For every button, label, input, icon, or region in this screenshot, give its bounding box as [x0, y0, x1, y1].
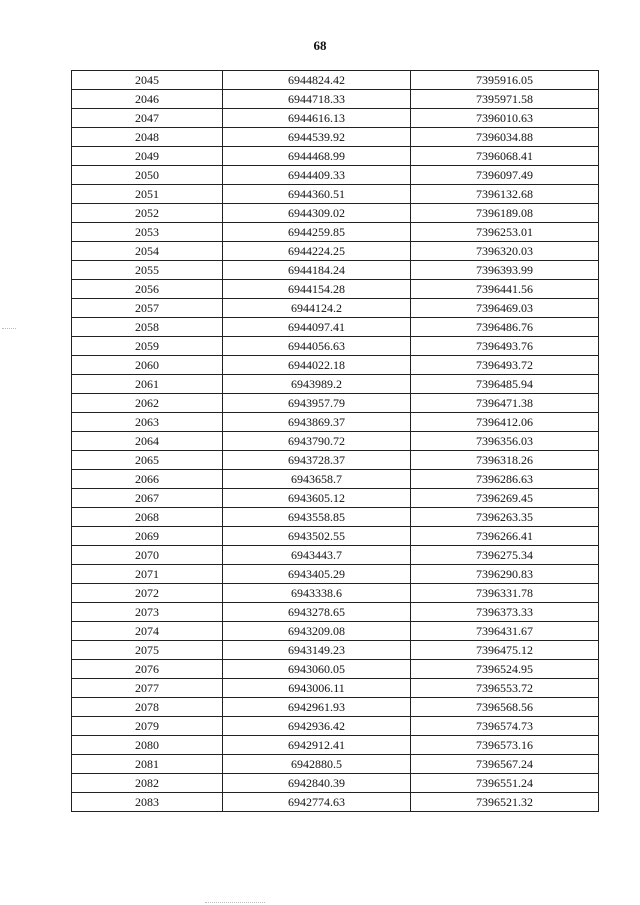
y-coordinate-cell: 7396475.12 — [411, 641, 599, 660]
point-number-cell: 2047 — [72, 109, 223, 128]
table-row — [72, 603, 599, 622]
point-number-cell: 2045 — [72, 71, 223, 90]
x-coordinate-cell: 6943558.85 — [223, 508, 411, 527]
point-number-cell: 2063 — [72, 413, 223, 432]
table-row — [72, 451, 599, 470]
point-number-cell: 2066 — [72, 470, 223, 489]
y-coordinate-cell: 7396275.34 — [411, 546, 599, 565]
table-row — [72, 71, 599, 90]
y-coordinate-cell: 7396269.45 — [411, 489, 599, 508]
table-row — [72, 90, 599, 109]
y-coordinate-cell: 7396097.49 — [411, 166, 599, 185]
x-coordinate-cell: 6944718.33 — [223, 90, 411, 109]
point-number-cell: 2069 — [72, 527, 223, 546]
point-number-cell: 2058 — [72, 318, 223, 337]
y-coordinate-cell: 7396290.83 — [411, 565, 599, 584]
point-number-cell: 2083 — [72, 793, 223, 812]
x-coordinate-cell: 6944360.51 — [223, 185, 411, 204]
point-number-cell: 2057 — [72, 299, 223, 318]
page-number: 68 — [313, 38, 327, 53]
table-row — [72, 166, 599, 185]
x-coordinate-cell: 6943006.11 — [223, 679, 411, 698]
x-coordinate-cell: 6943209.08 — [223, 622, 411, 641]
point-number-cell: 2074 — [72, 622, 223, 641]
coordinates-table — [71, 70, 599, 812]
point-number-cell: 2067 — [72, 489, 223, 508]
table-row — [72, 793, 599, 812]
table-row — [72, 128, 599, 147]
x-coordinate-cell: 6943869.37 — [223, 413, 411, 432]
point-number-cell: 2049 — [72, 147, 223, 166]
point-number-cell: 2065 — [72, 451, 223, 470]
y-coordinate-cell: 7396356.03 — [411, 432, 599, 451]
table-row — [72, 546, 599, 565]
table-row — [72, 147, 599, 166]
y-coordinate-cell: 7396574.73 — [411, 717, 599, 736]
y-coordinate-cell: 7396034.88 — [411, 128, 599, 147]
y-coordinate-cell: 7395971.58 — [411, 90, 599, 109]
y-coordinate-cell: 7396318.26 — [411, 451, 599, 470]
x-coordinate-cell: 6942840.39 — [223, 774, 411, 793]
x-coordinate-cell: 6944259.85 — [223, 223, 411, 242]
point-number-cell: 2052 — [72, 204, 223, 223]
y-coordinate-cell: 7396524.95 — [411, 660, 599, 679]
table-row — [72, 261, 599, 280]
x-coordinate-cell: 6942912.41 — [223, 736, 411, 755]
table-row — [72, 470, 599, 489]
table-row — [72, 622, 599, 641]
point-number-cell: 2076 — [72, 660, 223, 679]
x-coordinate-cell: 6944309.02 — [223, 204, 411, 223]
y-coordinate-cell: 7396493.76 — [411, 337, 599, 356]
point-number-cell: 2082 — [72, 774, 223, 793]
x-coordinate-cell: 6943957.79 — [223, 394, 411, 413]
point-number-cell: 2072 — [72, 584, 223, 603]
table-row — [72, 109, 599, 128]
point-number-cell: 2056 — [72, 280, 223, 299]
margin-mark — [2, 328, 16, 329]
point-number-cell: 2061 — [72, 375, 223, 394]
x-coordinate-cell: 6943443.7 — [223, 546, 411, 565]
x-coordinate-cell: 6943502.55 — [223, 527, 411, 546]
point-number-cell: 2070 — [72, 546, 223, 565]
y-coordinate-cell: 7396568.56 — [411, 698, 599, 717]
x-coordinate-cell: 6944468.99 — [223, 147, 411, 166]
table-row — [72, 508, 599, 527]
table-row — [72, 394, 599, 413]
y-coordinate-cell: 7396486.76 — [411, 318, 599, 337]
point-number-cell: 2078 — [72, 698, 223, 717]
table-row — [72, 223, 599, 242]
table-row — [72, 679, 599, 698]
y-coordinate-cell: 7396431.67 — [411, 622, 599, 641]
table-row — [72, 337, 599, 356]
point-number-cell: 2054 — [72, 242, 223, 261]
y-coordinate-cell: 7396551.24 — [411, 774, 599, 793]
x-coordinate-cell: 6944539.92 — [223, 128, 411, 147]
table-row — [72, 565, 599, 584]
table-row — [72, 774, 599, 793]
y-coordinate-cell: 7396485.94 — [411, 375, 599, 394]
y-coordinate-cell: 7396441.56 — [411, 280, 599, 299]
x-coordinate-cell: 6944154.28 — [223, 280, 411, 299]
y-coordinate-cell: 7396263.35 — [411, 508, 599, 527]
point-number-cell: 2064 — [72, 432, 223, 451]
point-number-cell: 2075 — [72, 641, 223, 660]
y-coordinate-cell: 7396521.32 — [411, 793, 599, 812]
x-coordinate-cell: 6944184.24 — [223, 261, 411, 280]
point-number-cell: 2073 — [72, 603, 223, 622]
table-row — [72, 641, 599, 660]
point-number-cell: 2053 — [72, 223, 223, 242]
x-coordinate-cell: 6943658.7 — [223, 470, 411, 489]
point-number-cell: 2068 — [72, 508, 223, 527]
table-row — [72, 318, 599, 337]
x-coordinate-cell: 6944056.63 — [223, 337, 411, 356]
x-coordinate-cell: 6944124.2 — [223, 299, 411, 318]
table-row — [72, 280, 599, 299]
table-row — [72, 660, 599, 679]
point-number-cell: 2050 — [72, 166, 223, 185]
table-row — [72, 489, 599, 508]
x-coordinate-cell: 6943405.29 — [223, 565, 411, 584]
table-row — [72, 717, 599, 736]
y-coordinate-cell: 7396471.38 — [411, 394, 599, 413]
y-coordinate-cell: 7396010.63 — [411, 109, 599, 128]
point-number-cell: 2077 — [72, 679, 223, 698]
x-coordinate-cell: 6944097.41 — [223, 318, 411, 337]
point-number-cell: 2051 — [72, 185, 223, 204]
bottom-margin-mark — [205, 902, 265, 903]
table-row — [72, 375, 599, 394]
table-row — [72, 527, 599, 546]
x-coordinate-cell: 6944409.33 — [223, 166, 411, 185]
y-coordinate-cell: 7396553.72 — [411, 679, 599, 698]
x-coordinate-cell: 6943605.12 — [223, 489, 411, 508]
y-coordinate-cell: 7396573.16 — [411, 736, 599, 755]
x-coordinate-cell: 6942936.42 — [223, 717, 411, 736]
point-number-cell: 2081 — [72, 755, 223, 774]
point-number-cell: 2062 — [72, 394, 223, 413]
x-coordinate-cell: 6944616.13 — [223, 109, 411, 128]
point-number-cell: 2071 — [72, 565, 223, 584]
point-number-cell: 2046 — [72, 90, 223, 109]
y-coordinate-cell: 7396493.72 — [411, 356, 599, 375]
y-coordinate-cell: 7396189.08 — [411, 204, 599, 223]
x-coordinate-cell: 6943338.6 — [223, 584, 411, 603]
x-coordinate-cell: 6942774.63 — [223, 793, 411, 812]
point-number-cell: 2060 — [72, 356, 223, 375]
y-coordinate-cell: 7396567.24 — [411, 755, 599, 774]
x-coordinate-cell: 6943278.65 — [223, 603, 411, 622]
table-row — [72, 698, 599, 717]
x-coordinate-cell: 6944224.25 — [223, 242, 411, 261]
table-row — [72, 356, 599, 375]
y-coordinate-cell: 7396393.99 — [411, 261, 599, 280]
table-row — [72, 755, 599, 774]
y-coordinate-cell: 7396412.06 — [411, 413, 599, 432]
y-coordinate-cell: 7396068.41 — [411, 147, 599, 166]
x-coordinate-cell: 6943728.37 — [223, 451, 411, 470]
point-number-cell: 2059 — [72, 337, 223, 356]
y-coordinate-cell: 7396331.78 — [411, 584, 599, 603]
point-number-cell: 2080 — [72, 736, 223, 755]
y-coordinate-cell: 7396266.41 — [411, 527, 599, 546]
y-coordinate-cell: 7395916.05 — [411, 71, 599, 90]
x-coordinate-cell: 6943060.05 — [223, 660, 411, 679]
point-number-cell: 2079 — [72, 717, 223, 736]
table-row — [72, 204, 599, 223]
y-coordinate-cell: 7396469.03 — [411, 299, 599, 318]
y-coordinate-cell: 7396286.63 — [411, 470, 599, 489]
x-coordinate-cell: 6943149.23 — [223, 641, 411, 660]
y-coordinate-cell: 7396253.01 — [411, 223, 599, 242]
table-row — [72, 432, 599, 451]
y-coordinate-cell: 7396373.33 — [411, 603, 599, 622]
point-number-cell: 2048 — [72, 128, 223, 147]
x-coordinate-cell: 6942880.5 — [223, 755, 411, 774]
table-row — [72, 736, 599, 755]
table-row — [72, 242, 599, 261]
x-coordinate-cell: 6942961.93 — [223, 698, 411, 717]
coordinates-table-body — [72, 71, 599, 812]
x-coordinate-cell: 6943790.72 — [223, 432, 411, 451]
x-coordinate-cell: 6944022.18 — [223, 356, 411, 375]
table-row — [72, 413, 599, 432]
table-row — [72, 185, 599, 204]
point-number-cell: 2055 — [72, 261, 223, 280]
y-coordinate-cell: 7396132.68 — [411, 185, 599, 204]
table-row — [72, 299, 599, 318]
x-coordinate-cell: 6944824.42 — [223, 71, 411, 90]
x-coordinate-cell: 6943989.2 — [223, 375, 411, 394]
y-coordinate-cell: 7396320.03 — [411, 242, 599, 261]
table-row — [72, 584, 599, 603]
